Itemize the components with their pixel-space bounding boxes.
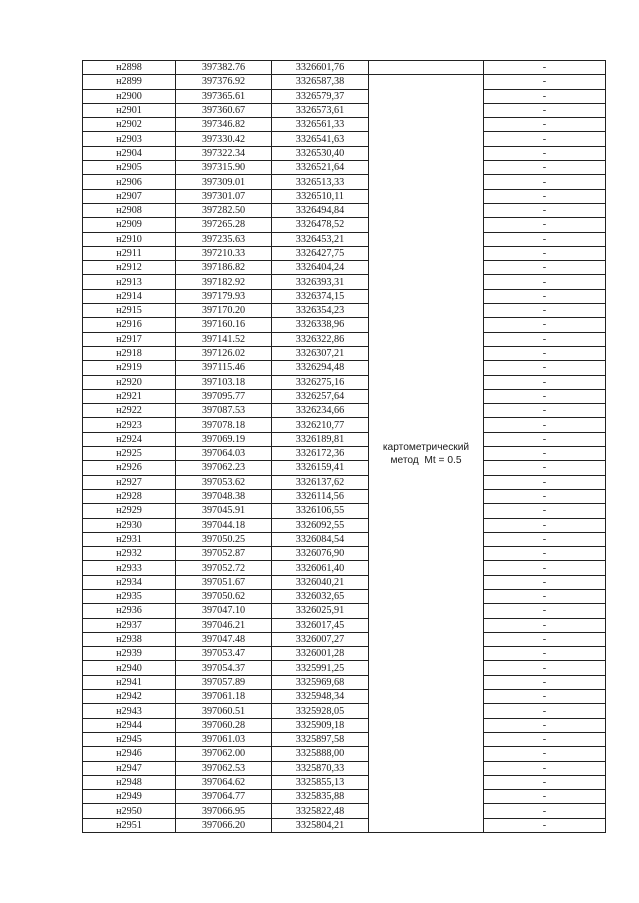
point-id-cell: н2905 <box>83 161 176 175</box>
y-coordinate-cell: 3325969,68 <box>272 675 369 689</box>
point-id-cell: н2947 <box>83 761 176 775</box>
y-coordinate-cell: 3326338,96 <box>272 318 369 332</box>
x-coordinate-cell: 397050.25 <box>176 532 272 546</box>
x-coordinate-cell: 397053.47 <box>176 647 272 661</box>
x-coordinate-cell: 397346.82 <box>176 118 272 132</box>
point-id-cell: н2939 <box>83 647 176 661</box>
point-id-cell: н2940 <box>83 661 176 675</box>
x-coordinate-cell: 397282.50 <box>176 203 272 217</box>
x-coordinate-cell: 397322.34 <box>176 146 272 160</box>
table-row <box>83 618 606 632</box>
x-coordinate-cell: 397047.10 <box>176 604 272 618</box>
y-coordinate-cell: 3325870,33 <box>272 761 369 775</box>
table-row <box>83 589 606 603</box>
table-row <box>83 690 606 704</box>
point-id-cell: н2924 <box>83 432 176 446</box>
dash-cell: - <box>484 775 606 789</box>
point-id-cell: н2934 <box>83 575 176 589</box>
dash-cell: - <box>484 118 606 132</box>
y-coordinate-cell: 3326561,33 <box>272 118 369 132</box>
y-coordinate-cell: 3326234,66 <box>272 404 369 418</box>
table-row <box>83 389 606 403</box>
table-row <box>83 504 606 518</box>
y-coordinate-cell: 3326494,84 <box>272 203 369 217</box>
table-row <box>83 304 606 318</box>
point-id-cell: н2946 <box>83 747 176 761</box>
dash-cell: - <box>484 103 606 117</box>
point-id-cell: н2944 <box>83 718 176 732</box>
dash-cell: - <box>484 418 606 432</box>
table-row <box>83 318 606 332</box>
x-coordinate-cell: 397141.52 <box>176 332 272 346</box>
table-row <box>83 661 606 675</box>
x-coordinate-cell: 397045.91 <box>176 504 272 518</box>
y-coordinate-cell: 3326189,81 <box>272 432 369 446</box>
x-coordinate-cell: 397301.07 <box>176 189 272 203</box>
y-coordinate-cell: 3326210,77 <box>272 418 369 432</box>
dash-cell: - <box>484 61 606 75</box>
point-id-cell: н2933 <box>83 561 176 575</box>
y-coordinate-cell: 3326404,24 <box>272 261 369 275</box>
x-coordinate-cell: 397061.03 <box>176 732 272 746</box>
point-id-cell: н2916 <box>83 318 176 332</box>
table-row <box>83 447 606 461</box>
dash-cell: - <box>484 690 606 704</box>
point-id-cell: н2938 <box>83 632 176 646</box>
dash-cell: - <box>484 375 606 389</box>
y-coordinate-cell: 3325928,05 <box>272 704 369 718</box>
table-row <box>83 75 606 89</box>
point-id-cell: н2930 <box>83 518 176 532</box>
x-coordinate-cell: 397087.53 <box>176 404 272 418</box>
y-coordinate-cell: 3326084,54 <box>272 532 369 546</box>
table-row <box>83 375 606 389</box>
dash-cell: - <box>484 489 606 503</box>
table-row <box>83 547 606 561</box>
point-id-cell: н2929 <box>83 504 176 518</box>
point-id-cell: н2920 <box>83 375 176 389</box>
y-coordinate-cell: 3326025,91 <box>272 604 369 618</box>
table-row <box>83 218 606 232</box>
table-row <box>83 532 606 546</box>
table-row <box>83 89 606 103</box>
y-coordinate-cell: 3326453,21 <box>272 232 369 246</box>
x-coordinate-cell: 397052.87 <box>176 547 272 561</box>
dash-cell: - <box>484 604 606 618</box>
point-id-cell: н2943 <box>83 704 176 718</box>
point-id-cell: н2942 <box>83 690 176 704</box>
x-coordinate-cell: 397126.02 <box>176 346 272 360</box>
x-coordinate-cell: 397103.18 <box>176 375 272 389</box>
dash-cell: - <box>484 761 606 775</box>
point-id-cell: н2899 <box>83 75 176 89</box>
table-row <box>83 232 606 246</box>
y-coordinate-cell: 3325888,00 <box>272 747 369 761</box>
dash-cell: - <box>484 747 606 761</box>
x-coordinate-cell: 397066.95 <box>176 804 272 818</box>
y-coordinate-cell: 3326521,64 <box>272 161 369 175</box>
y-coordinate-cell: 3326601,76 <box>272 61 369 75</box>
dash-cell: - <box>484 547 606 561</box>
dash-cell: - <box>484 661 606 675</box>
y-coordinate-cell: 3326007,27 <box>272 632 369 646</box>
table-row <box>83 275 606 289</box>
x-coordinate-cell: 397048.38 <box>176 489 272 503</box>
dash-cell: - <box>484 289 606 303</box>
table-row <box>83 718 606 732</box>
point-id-cell: н2921 <box>83 389 176 403</box>
point-id-cell: н2901 <box>83 103 176 117</box>
table-row <box>83 261 606 275</box>
point-id-cell: н2902 <box>83 118 176 132</box>
dash-cell: - <box>484 89 606 103</box>
point-id-cell: н2926 <box>83 461 176 475</box>
point-id-cell: н2911 <box>83 246 176 260</box>
x-coordinate-cell: 397057.89 <box>176 675 272 689</box>
y-coordinate-cell: 3325855,13 <box>272 775 369 789</box>
y-coordinate-cell: 3326322,86 <box>272 332 369 346</box>
x-coordinate-cell: 397265.28 <box>176 218 272 232</box>
point-id-cell: н2935 <box>83 589 176 603</box>
point-id-cell: н2906 <box>83 175 176 189</box>
y-coordinate-cell: 3325991,25 <box>272 661 369 675</box>
x-coordinate-cell: 397044.18 <box>176 518 272 532</box>
point-id-cell: н2948 <box>83 775 176 789</box>
table-row <box>83 647 606 661</box>
y-coordinate-cell: 3326307,21 <box>272 346 369 360</box>
y-coordinate-cell: 3326294,48 <box>272 361 369 375</box>
table-row <box>83 418 606 432</box>
x-coordinate-cell: 397115.46 <box>176 361 272 375</box>
y-coordinate-cell: 3326587,38 <box>272 75 369 89</box>
x-coordinate-cell: 397052.72 <box>176 561 272 575</box>
x-coordinate-cell: 397365.61 <box>176 89 272 103</box>
table-row <box>83 489 606 503</box>
point-id-cell: н2949 <box>83 790 176 804</box>
y-coordinate-cell: 3326017,45 <box>272 618 369 632</box>
dash-cell: - <box>484 161 606 175</box>
dash-cell: - <box>484 589 606 603</box>
point-id-cell: н2912 <box>83 261 176 275</box>
coordinates-table <box>82 60 606 833</box>
y-coordinate-cell: 3326573,61 <box>272 103 369 117</box>
y-coordinate-cell: 3326393,31 <box>272 275 369 289</box>
x-coordinate-cell: 397309.01 <box>176 175 272 189</box>
x-coordinate-cell: 397066.20 <box>176 818 272 832</box>
x-coordinate-cell: 397360.67 <box>176 103 272 117</box>
point-id-cell: н2922 <box>83 404 176 418</box>
x-coordinate-cell: 397051.67 <box>176 575 272 589</box>
point-id-cell: н2898 <box>83 61 176 75</box>
dash-cell: - <box>484 561 606 575</box>
table-row <box>83 161 606 175</box>
x-coordinate-cell: 397382.76 <box>176 61 272 75</box>
method-name: картометрический <box>382 441 470 453</box>
dash-cell: - <box>484 232 606 246</box>
table-row <box>83 604 606 618</box>
dash-cell: - <box>484 790 606 804</box>
table-row <box>83 246 606 260</box>
y-coordinate-cell: 3326510,11 <box>272 189 369 203</box>
table-row <box>83 203 606 217</box>
dash-cell: - <box>484 218 606 232</box>
point-id-cell: н2915 <box>83 304 176 318</box>
dash-cell: - <box>484 432 606 446</box>
point-id-cell: н2918 <box>83 346 176 360</box>
dash-cell: - <box>484 203 606 217</box>
table-row <box>83 461 606 475</box>
point-id-cell: н2932 <box>83 547 176 561</box>
x-coordinate-cell: 397170.20 <box>176 304 272 318</box>
point-id-cell: н2945 <box>83 732 176 746</box>
point-id-cell: н2903 <box>83 132 176 146</box>
dash-cell: - <box>484 404 606 418</box>
dash-cell: - <box>484 461 606 475</box>
x-coordinate-cell: 397064.77 <box>176 790 272 804</box>
x-coordinate-cell: 397330.42 <box>176 132 272 146</box>
dash-cell: - <box>484 275 606 289</box>
y-coordinate-cell: 3326374,15 <box>272 289 369 303</box>
y-coordinate-cell: 3325804,21 <box>272 818 369 832</box>
y-coordinate-cell: 3325948,34 <box>272 690 369 704</box>
y-coordinate-cell: 3326137,62 <box>272 475 369 489</box>
point-id-cell: н2908 <box>83 203 176 217</box>
dash-cell: - <box>484 246 606 260</box>
dash-cell: - <box>484 818 606 832</box>
table-row <box>83 575 606 589</box>
x-coordinate-cell: 397179.93 <box>176 289 272 303</box>
table-row <box>83 732 606 746</box>
point-id-cell: н2909 <box>83 218 176 232</box>
y-coordinate-cell: 3326106,55 <box>272 504 369 518</box>
dash-cell: - <box>484 175 606 189</box>
x-coordinate-cell: 397186.82 <box>176 261 272 275</box>
x-coordinate-cell: 397062.00 <box>176 747 272 761</box>
table-row <box>83 561 606 575</box>
point-id-cell: н2923 <box>83 418 176 432</box>
y-coordinate-cell: 3326040,21 <box>272 575 369 589</box>
point-id-cell: н2900 <box>83 89 176 103</box>
x-coordinate-cell: 397062.23 <box>176 461 272 475</box>
dash-cell: - <box>484 318 606 332</box>
y-coordinate-cell: 3325835,88 <box>272 790 369 804</box>
y-coordinate-cell: 3326114,56 <box>272 489 369 503</box>
dash-cell: - <box>484 804 606 818</box>
dash-cell: - <box>484 704 606 718</box>
y-coordinate-cell: 3326478,52 <box>272 218 369 232</box>
y-coordinate-cell: 3325909,18 <box>272 718 369 732</box>
x-coordinate-cell: 397078.18 <box>176 418 272 432</box>
table-row <box>83 103 606 117</box>
x-coordinate-cell: 397053.62 <box>176 475 272 489</box>
point-id-cell: н2910 <box>83 232 176 246</box>
dash-cell: - <box>484 732 606 746</box>
x-coordinate-cell: 397235.63 <box>176 232 272 246</box>
x-coordinate-cell: 397054.37 <box>176 661 272 675</box>
table-row <box>83 132 606 146</box>
dash-cell: - <box>484 675 606 689</box>
x-coordinate-cell: 397160.16 <box>176 318 272 332</box>
table-row <box>83 790 606 804</box>
table-row <box>83 118 606 132</box>
y-coordinate-cell: 3326001,28 <box>272 647 369 661</box>
x-coordinate-cell: 397064.62 <box>176 775 272 789</box>
dash-cell: - <box>484 518 606 532</box>
dash-cell: - <box>484 618 606 632</box>
table-row <box>83 61 606 75</box>
point-id-cell: н2913 <box>83 275 176 289</box>
y-coordinate-cell: 3326427,75 <box>272 246 369 260</box>
y-coordinate-cell: 3325822,48 <box>272 804 369 818</box>
dash-cell: - <box>484 632 606 646</box>
dash-cell: - <box>484 718 606 732</box>
x-coordinate-cell: 397210.33 <box>176 246 272 260</box>
y-coordinate-cell: 3326076,90 <box>272 547 369 561</box>
coordinates-table-body <box>83 61 606 833</box>
table-row <box>83 475 606 489</box>
table-row <box>83 175 606 189</box>
point-id-cell: н2927 <box>83 475 176 489</box>
table-row <box>83 775 606 789</box>
y-coordinate-cell: 3326354,23 <box>272 304 369 318</box>
dash-cell: - <box>484 389 606 403</box>
y-coordinate-cell: 3326032,65 <box>272 589 369 603</box>
dash-cell: - <box>484 132 606 146</box>
dash-cell: - <box>484 189 606 203</box>
point-id-cell: н2904 <box>83 146 176 160</box>
point-id-cell: н2931 <box>83 532 176 546</box>
y-coordinate-cell: 3326579,37 <box>272 89 369 103</box>
point-id-cell: н2925 <box>83 447 176 461</box>
y-coordinate-cell: 3326172,36 <box>272 447 369 461</box>
dash-cell: - <box>484 504 606 518</box>
dash-cell: - <box>484 304 606 318</box>
x-coordinate-cell: 397060.28 <box>176 718 272 732</box>
x-coordinate-cell: 397315.90 <box>176 161 272 175</box>
x-coordinate-cell: 397061.18 <box>176 690 272 704</box>
point-id-cell: н2914 <box>83 289 176 303</box>
table-row <box>83 332 606 346</box>
y-coordinate-cell: 3326275,16 <box>272 375 369 389</box>
x-coordinate-cell: 397050.62 <box>176 589 272 603</box>
method-accuracy: метод Mt = 0.5 <box>390 454 462 466</box>
point-id-cell: н2917 <box>83 332 176 346</box>
point-id-cell: н2919 <box>83 361 176 375</box>
dash-cell: - <box>484 75 606 89</box>
table-row <box>83 761 606 775</box>
dash-cell: - <box>484 146 606 160</box>
point-id-cell: н2951 <box>83 818 176 832</box>
point-id-cell: н2907 <box>83 189 176 203</box>
x-coordinate-cell: 397069.19 <box>176 432 272 446</box>
point-id-cell: н2936 <box>83 604 176 618</box>
table-row <box>83 146 606 160</box>
table-row <box>83 747 606 761</box>
y-coordinate-cell: 3326061,40 <box>272 561 369 575</box>
x-coordinate-cell: 397095.77 <box>176 389 272 403</box>
table-row <box>83 632 606 646</box>
x-coordinate-cell: 397062.53 <box>176 761 272 775</box>
dash-cell: - <box>484 475 606 489</box>
point-id-cell: н2928 <box>83 489 176 503</box>
table-row <box>83 346 606 360</box>
point-id-cell: н2937 <box>83 618 176 632</box>
table-row <box>83 675 606 689</box>
table-row <box>83 704 606 718</box>
y-coordinate-cell: 3325897,58 <box>272 732 369 746</box>
y-coordinate-cell: 3326257,64 <box>272 389 369 403</box>
y-coordinate-cell: 3326530,40 <box>272 146 369 160</box>
dash-cell: - <box>484 647 606 661</box>
point-id-cell: н2950 <box>83 804 176 818</box>
method-cell-top <box>369 61 484 75</box>
y-coordinate-cell: 3326092,55 <box>272 518 369 532</box>
point-id-cell: н2941 <box>83 675 176 689</box>
dash-cell: - <box>484 532 606 546</box>
table-row <box>83 818 606 832</box>
dash-cell: - <box>484 346 606 360</box>
y-coordinate-cell: 3326159,41 <box>272 461 369 475</box>
table-row <box>83 289 606 303</box>
dash-cell: - <box>484 447 606 461</box>
table-row <box>83 404 606 418</box>
table-row <box>83 804 606 818</box>
dash-cell: - <box>484 575 606 589</box>
table-row <box>83 361 606 375</box>
table-row <box>83 518 606 532</box>
table-row <box>83 432 606 446</box>
x-coordinate-cell: 397060.51 <box>176 704 272 718</box>
x-coordinate-cell: 397376.92 <box>176 75 272 89</box>
x-coordinate-cell: 397182.92 <box>176 275 272 289</box>
dash-cell: - <box>484 361 606 375</box>
dash-cell: - <box>484 332 606 346</box>
table-row <box>83 189 606 203</box>
y-coordinate-cell: 3326513,33 <box>272 175 369 189</box>
method-cell <box>369 75 484 833</box>
dash-cell: - <box>484 261 606 275</box>
x-coordinate-cell: 397064.03 <box>176 447 272 461</box>
x-coordinate-cell: 397047.48 <box>176 632 272 646</box>
x-coordinate-cell: 397046.21 <box>176 618 272 632</box>
y-coordinate-cell: 3326541,63 <box>272 132 369 146</box>
